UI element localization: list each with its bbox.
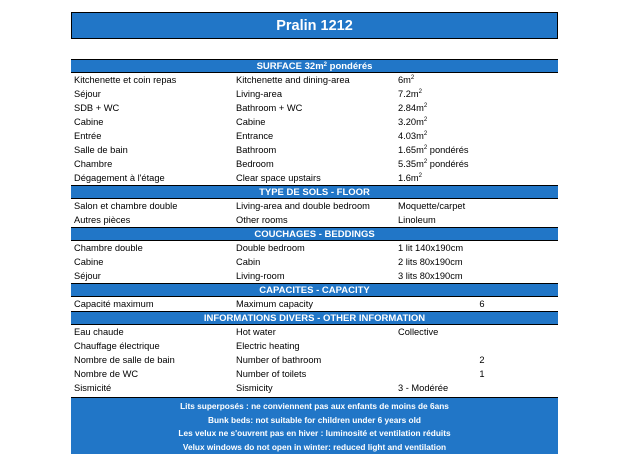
surface-row: [71, 101, 558, 115]
label-fr: Nombre de WC: [71, 367, 234, 381]
label-en: Electric heating: [234, 339, 396, 353]
label-fr: Chauffage électrique: [71, 339, 234, 353]
info-sheet: [71, 12, 558, 454]
label-en: Bathroom: [234, 143, 396, 157]
area-value: [396, 171, 476, 185]
info-count: 2: [476, 353, 488, 367]
label-en: Entrance: [234, 129, 396, 143]
surface-row: [71, 157, 558, 171]
area-sup: 2: [424, 159, 427, 165]
label-en: Living-area and double bedroom: [234, 199, 396, 213]
label-en: Living-room: [234, 269, 396, 283]
area-number: 2.84m: [398, 103, 424, 113]
bedding-value: 2 lits 80x190cm: [396, 255, 476, 269]
extra-cell: [476, 101, 558, 115]
page-title: Pralin 1212: [71, 12, 558, 39]
extra-cell: [476, 87, 558, 101]
capacity-row: [71, 297, 558, 311]
beddings-row: [71, 269, 558, 283]
info-value: [396, 353, 476, 367]
footer-note-bunk-fr: Lits superposés : ne conviennent pas aux enfants de moins de 6ans: [71, 400, 558, 414]
area-value: [396, 73, 476, 87]
area-sup: 2: [424, 145, 427, 151]
surface-header: [71, 59, 558, 73]
area-sup: 2: [424, 103, 427, 109]
count-cell: [476, 367, 558, 381]
area-number: 1.6m: [398, 173, 419, 183]
label-fr: Sismicité: [71, 381, 234, 395]
area-number: 7.2m: [398, 89, 419, 99]
count-cell: [476, 339, 558, 353]
label-en: Number of bathroom: [234, 353, 396, 367]
area-number: 1.65m: [398, 145, 424, 155]
label-en: Cabine: [234, 115, 396, 129]
label-en: Sismicity: [234, 381, 396, 395]
extra-cell: [476, 157, 558, 171]
label-en: Other rooms: [234, 213, 396, 227]
label-en: Number of toilets: [234, 367, 396, 381]
info-count: 1: [476, 367, 488, 381]
label-fr: Kitchenette et coin repas: [71, 73, 234, 87]
label-fr: Chambre double: [71, 241, 234, 255]
extra-cell: [476, 269, 558, 283]
area-value: [396, 87, 476, 101]
label-fr: Cabine: [71, 255, 234, 269]
extra-cell: [476, 129, 558, 143]
area-value: [396, 115, 476, 129]
label-fr: Cabine: [71, 115, 234, 129]
area-value: [396, 157, 476, 171]
floors-row: [71, 213, 558, 227]
extra-cell: [476, 213, 558, 227]
other-row: [71, 367, 558, 381]
label-fr: Nombre de salle de bain: [71, 353, 234, 367]
info-value: [396, 339, 476, 353]
label-en: Double bedroom: [234, 241, 396, 255]
extra-cell: [476, 255, 558, 269]
area-number: 4.03m: [398, 131, 424, 141]
footer-note-velux-en: Velux windows do not open in winter: reduced light and ventilation: [71, 441, 558, 454]
area-value: [396, 101, 476, 115]
count-cell: [476, 353, 558, 367]
capacity-value: [396, 297, 476, 311]
surface-row: [71, 143, 558, 157]
surface-row: [71, 171, 558, 185]
footer-notes: [71, 397, 558, 454]
label-en: Bedroom: [234, 157, 396, 171]
floors-row: [71, 199, 558, 213]
surface-row: [71, 129, 558, 143]
area-number: 3.20m: [398, 117, 424, 127]
beddings-row: [71, 255, 558, 269]
label-en: Maximum capacity: [234, 297, 396, 311]
area-sup: 2: [411, 75, 414, 81]
bedding-value: 1 lit 140x190cm: [396, 241, 476, 255]
label-fr: SDB + WC: [71, 101, 234, 115]
other-row: [71, 381, 558, 395]
area-sup: 2: [419, 89, 422, 95]
surface-header-suffix: pondérés: [327, 61, 372, 72]
extra-cell: [476, 171, 558, 185]
surface-header-sup: 2: [324, 62, 327, 68]
surface-row: [71, 115, 558, 129]
area-sup: 2: [424, 117, 427, 123]
extra-cell: [476, 143, 558, 157]
info-value: 3 - Modérée: [396, 381, 476, 395]
capacity-count: 6: [476, 297, 488, 311]
label-en: Hot water: [234, 325, 396, 339]
bedding-value: 3 lits 80x190cm: [396, 269, 476, 283]
extra-cell: [476, 73, 558, 87]
beddings-row: [71, 241, 558, 255]
count-cell: [476, 325, 558, 339]
label-en: Cabin: [234, 255, 396, 269]
floors-header: TYPE DE SOLS - FLOOR: [71, 185, 558, 199]
info-value: Collective: [396, 325, 476, 339]
label-fr: Capacité maximum: [71, 297, 234, 311]
area-number: 5.35m: [398, 159, 424, 169]
area-sup: 2: [424, 131, 427, 137]
label-fr: Séjour: [71, 269, 234, 283]
extra-cell: [476, 241, 558, 255]
area-number: 6m: [398, 75, 411, 85]
area-sup: 2: [419, 173, 422, 179]
other-info-header: INFORMATIONS DIVERS - OTHER INFORMATION: [71, 311, 558, 325]
info-value: [396, 367, 476, 381]
surface-header-prefix: SURFACE 32m: [257, 61, 324, 72]
area-value: [396, 143, 476, 157]
label-fr: Autres pièces: [71, 213, 234, 227]
label-en: Kitchenette and dining-area: [234, 73, 396, 87]
label-fr: Séjour: [71, 87, 234, 101]
capacity-header: CAPACITES - CAPACITY: [71, 283, 558, 297]
label-fr: Entrée: [71, 129, 234, 143]
label-fr: Eau chaude: [71, 325, 234, 339]
other-row: [71, 339, 558, 353]
area-value: [396, 129, 476, 143]
area-suffix: pondérés: [427, 159, 468, 169]
other-row: [71, 353, 558, 367]
label-en: Living-area: [234, 87, 396, 101]
label-fr: Salle de bain: [71, 143, 234, 157]
label-fr: Chambre: [71, 157, 234, 171]
extra-cell: [476, 115, 558, 129]
surface-row: [71, 73, 558, 87]
surface-row: [71, 87, 558, 101]
extra-cell: [476, 199, 558, 213]
count-cell: [476, 297, 558, 311]
label-fr: Salon et chambre double: [71, 199, 234, 213]
footer-note-velux-fr: Les velux ne s'ouvrent pas en hiver : luminosité et ventilation réduits: [71, 427, 558, 441]
label-fr: Dégagement à l'étage: [71, 171, 234, 185]
count-cell: [476, 381, 558, 395]
beddings-header: COUCHAGES - BEDDINGS: [71, 227, 558, 241]
label-en: Bathroom + WC: [234, 101, 396, 115]
floor-value: Linoleum: [396, 213, 476, 227]
footer-note-bunk-en: Bunk beds: not suitable for children under 6 years old: [71, 414, 558, 428]
area-suffix: pondérés: [427, 145, 468, 155]
floor-value: Moquette/carpet: [396, 199, 476, 213]
label-en: Clear space upstairs: [234, 171, 396, 185]
other-row: [71, 325, 558, 339]
